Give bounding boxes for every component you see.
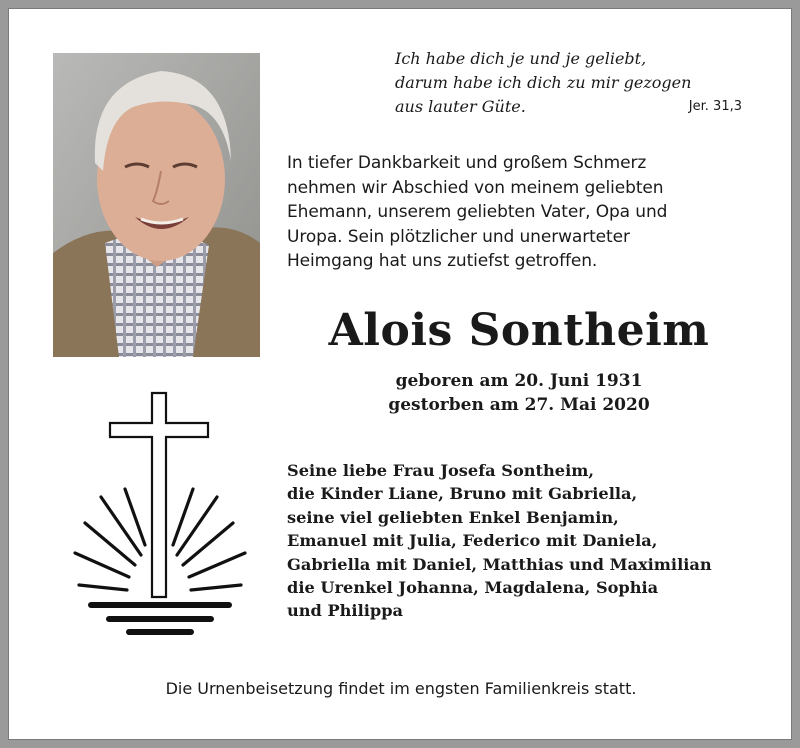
intro-line: Heimgang hat uns zutiefst getroffen. [287,251,598,272]
birth-date: geboren am 20. Juni 1931 [395,371,643,391]
verse-line: darum habe ich dich zu mir gezogen [395,73,692,92]
cross-sunrise-icon [65,385,255,635]
mourner-line: und Philippa [287,601,404,621]
cross-sunrise-drawing [65,385,255,635]
portrait-photo-drawing [53,53,260,357]
intro-line: Ehemann, unserem geliebten Vater, Opa und [287,202,668,223]
mourner-line: die Urenkel Johanna, Magdalena, Sophia [287,578,659,598]
mourner-line: die Kinder Liane, Bruno mit Gabriella, [287,484,638,504]
mourners-list [287,459,787,623]
portrait-photo [53,53,260,357]
intro-line: In tiefer Dankbarkeit und großem Schmerz [287,153,647,173]
burial-notice: Die Urnenbeisetzung findet im engsten Familienkreis statt. [165,679,637,698]
obituary-card [8,8,792,740]
verse-reference: Jer. 31,3 [688,99,742,114]
mourner-line: seine viel geliebten Enkel Benjamin, [287,507,619,527]
intro-text [287,151,757,274]
life-dates [309,369,729,417]
verse-line: aus lauter Güte. [395,97,526,116]
intro-line: Uropa. Sein plötzlicher und unerwarteter [287,226,630,247]
mourner-line: Seine liebe Frau Josefa Sontheim, [287,461,594,480]
death-date: gestorben am 27. Mai 2020 [388,395,650,415]
verse-line: Ich habe dich je und je geliebt, [395,49,647,68]
bible-verse [395,47,750,119]
mourner-line: Gabriella mit Daniel, Matthias und Maximilian [287,554,712,574]
mourner-line: Emanuel mit Julia, Federico mit Daniela, [287,531,658,551]
intro-line: nehmen wir Abschied von meinem geliebten [287,177,664,198]
deceased-name: Alois Sontheim [328,305,710,356]
